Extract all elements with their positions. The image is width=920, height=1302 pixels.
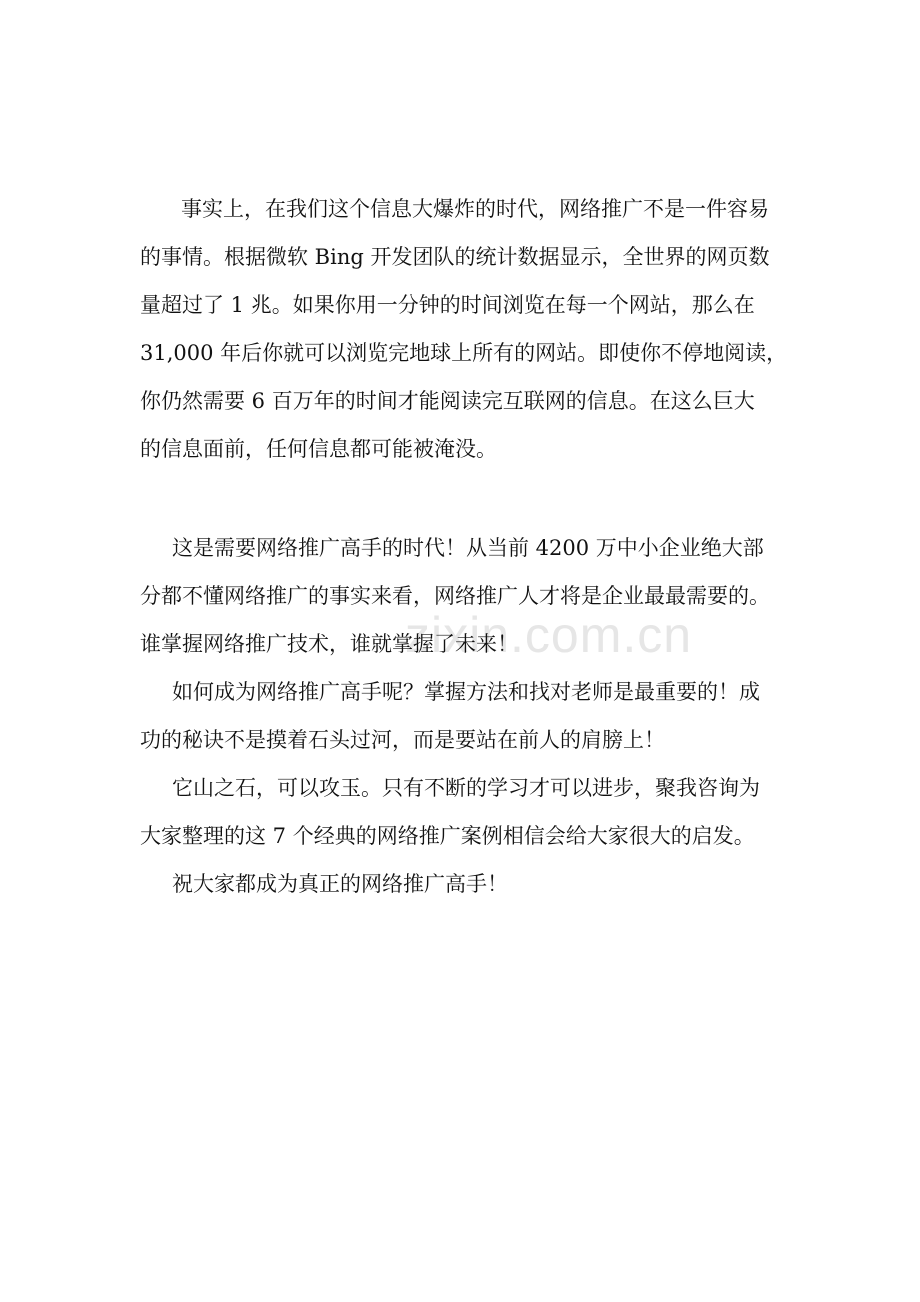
paragraph-line: 31,000 年后你就可以浏览完地球上所有的网站。即使你不停地阅读， (140, 341, 788, 365)
paragraph-line: 功的秘诀不是摸着石头过河，而是要站在前人的肩膀上！ (140, 728, 665, 752)
paragraph-line: 事实上，在我们这个信息大爆炸的时代，网络推广不是一件容易 (160, 197, 769, 221)
paragraph-line: 的信息面前，任何信息都可能被淹没。 (140, 437, 497, 461)
paragraph-line: 量超过了 1 兆。如果你用一分钟的时间浏览在每一个网站，那么在 (140, 293, 755, 317)
watermark: zixin.com.cn (405, 607, 693, 663)
paragraph-line: 分都不懂网络推广的事实来看，网络推广人才将是企业最最需要的。 (140, 584, 770, 608)
paragraph-line: 这是需要网络推广高手的时代！从当前 4200 万中小企业绝大部 (172, 536, 764, 560)
paragraph-line: 如何成为网络推广高手呢？掌握方法和找对老师是最重要的！成 (172, 680, 760, 704)
paragraph-line: 谁掌握网络推广技术，谁就掌握了未来！ (140, 632, 518, 656)
paragraph-line: 的事情。根据微软 Bing 开发团队的统计数据显示，全世界的网页数 (140, 245, 770, 269)
paragraph-line: 大家整理的这 7 个经典的网络推广案例相信会给大家很大的启发。 (140, 824, 755, 848)
paragraph-line: 祝大家都成为真正的网络推广高手！ (172, 872, 508, 896)
paragraph-line: 你仍然需要 6 百万年的时间才能阅读完互联网的信息。在这么巨大 (140, 389, 755, 413)
paragraph-line: 它山之石，可以攻玉。只有不断的学习才可以进步，聚我咨询为 (172, 776, 760, 800)
